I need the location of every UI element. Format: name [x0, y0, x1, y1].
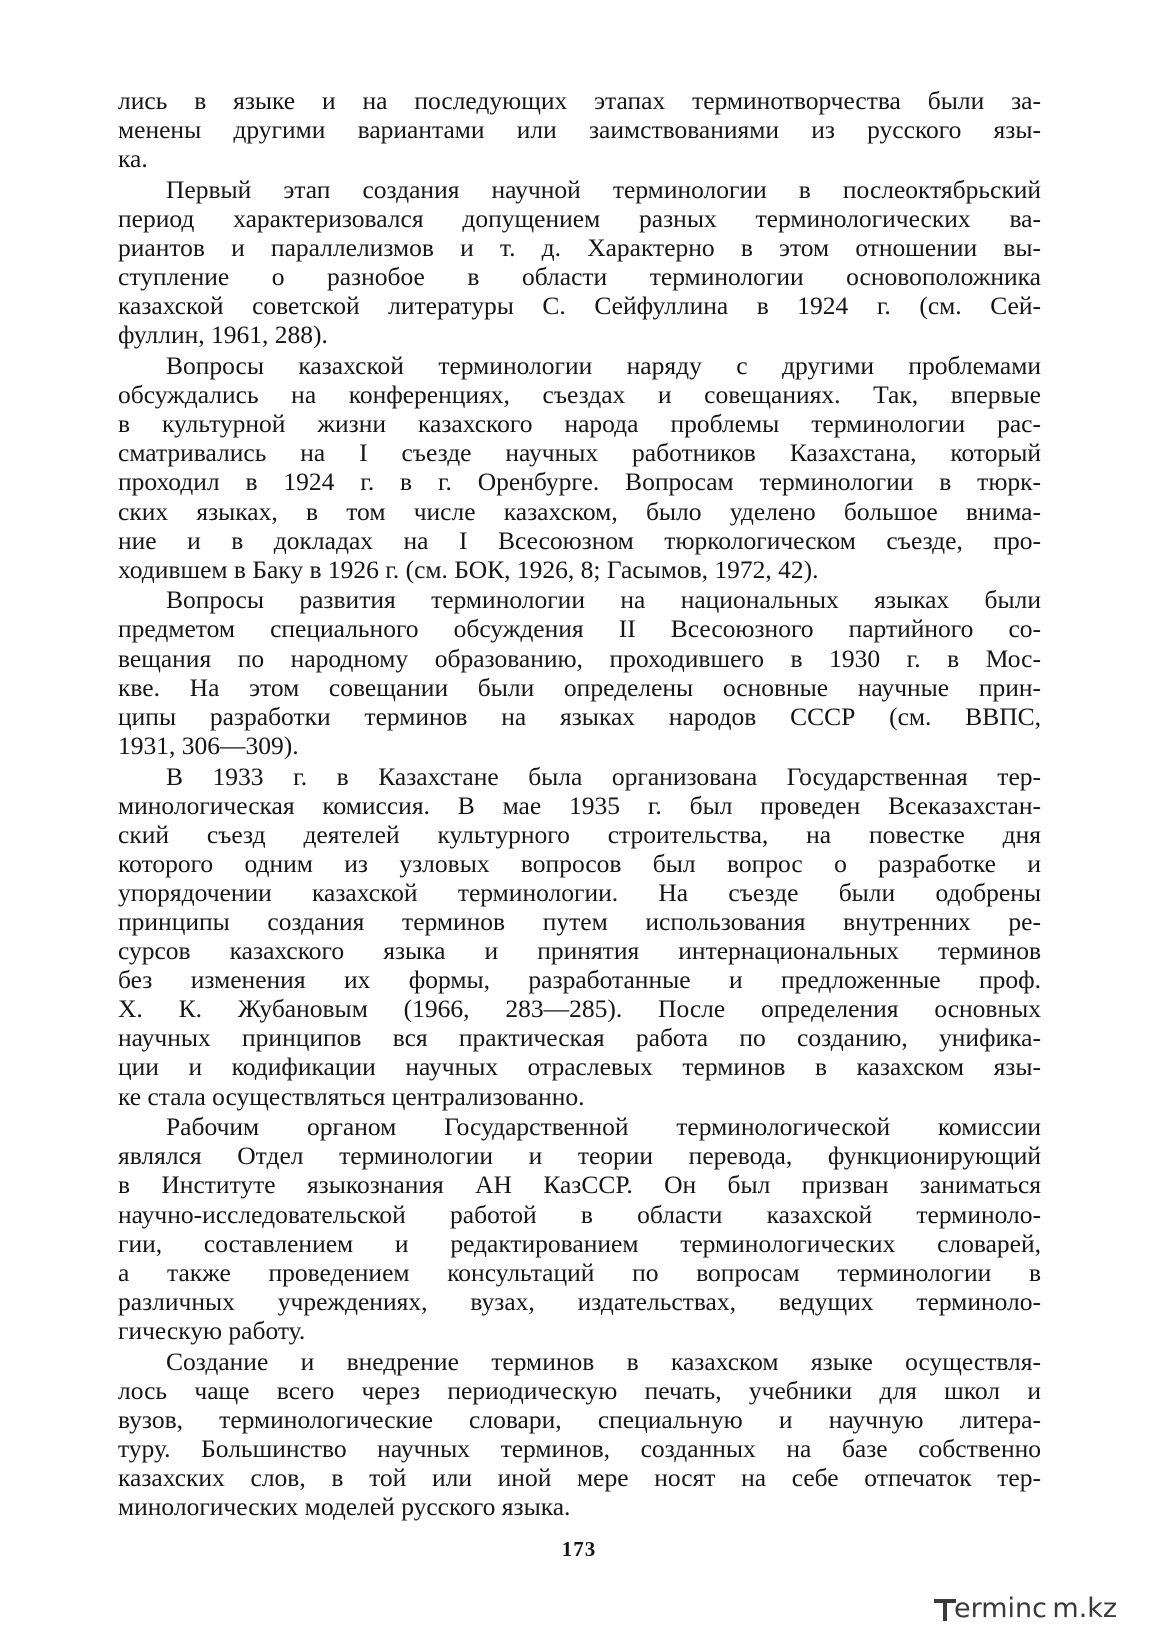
text-line: являлся Отдел терминологии и теории перевода, функционирующий [118, 1141, 1041, 1171]
paragraph [118, 1112, 1041, 1345]
text-line: лось чаще всего через периодическую печать, учебники для школ и [118, 1375, 1041, 1405]
text-line: ции и кодификации научных отраслевых терминов в казахском язы- [118, 1052, 1041, 1082]
text-line: ние и в докладах на I Всесоюзном тюркологическом съезде, про- [118, 525, 1041, 555]
text-line: фуллин, 1961, 288). [118, 320, 328, 350]
paragraph [118, 585, 1041, 760]
text-line: научных принципов вся практическая работа по созданию, унифика- [118, 1023, 1041, 1053]
text-line: лись в языке и на последующих этапах терминотворчества были за- [118, 86, 1041, 115]
text-line: менены другими вариантами или заимствованиями из русского язы- [118, 115, 1041, 145]
text-line: Первый этап создания научной терминологии в послеоктябрьский [166, 174, 1041, 204]
text-line: без изменения их формы, разработанные и предложенные проф. [118, 965, 1041, 995]
text-line: в Институте языкознания АН КазССР. Он был призван заниматься [118, 1170, 1041, 1200]
text-line: вузов, терминологические словари, специальную и научную литера- [118, 1404, 1041, 1434]
text-line: Вопросы развития терминологии на национальных языках были [166, 585, 1041, 615]
page-number: 173 [561, 1537, 597, 1561]
text-line: Х. К. Жубановым (1966, 283—285). После определения основных [118, 994, 1041, 1024]
text-line: различных учреждениях, вузах, издательствах, ведущих терминоло- [118, 1286, 1041, 1316]
text-line: ский съезд деятелей культурного строительства, на повестке дня [118, 819, 1041, 849]
text-line: ступление о разнобое в области терминологии основоположника [118, 262, 1041, 292]
watermark-text: erminc m.kz [954, 1593, 1118, 1624]
paragraph [118, 86, 1041, 173]
text-line: ка. [118, 144, 148, 174]
text-line: ходившем в Баку в 1926 г. (см. БОК, 1926, 8; Гасымов, 1972, 42). [118, 554, 819, 584]
text-line: гии, составлением и редактированием терминологических словарей, [118, 1228, 1041, 1258]
text-line: вещания по народному образованию, проходившего в 1930 г. в Мос- [118, 643, 1041, 673]
text-line: казахской советской литературы С. Сейфуллина в 1924 г. (см. Сей- [118, 291, 1041, 321]
text-line: упорядочении казахской терминологии. На съезде были одобрены [118, 877, 1041, 907]
text-line: Вопросы казахской терминологии наряду с другими проблемами [166, 351, 1041, 381]
text-line: ципы разработки терминов на языках народов СССР (см. ВВПС, [118, 701, 1041, 731]
text-line: научно-исследовательской работой в области казахской терминоло- [118, 1199, 1041, 1229]
body-text [118, 86, 1041, 1523]
text-line: которого одним из узловых вопросов был вопрос о разработке и [118, 848, 1041, 878]
text-line: туру. Большинство научных терминов, созданных на базе собственно [118, 1433, 1041, 1463]
text-line: принципы создания терминов путем использования внутренних ре- [118, 907, 1041, 936]
text-line: Создание и внедрение терминов в казахском языке осуществля- [166, 1346, 1041, 1376]
text-line: а также проведением консультаций по вопросам терминологии в [118, 1257, 1041, 1287]
text-line: кве. На этом совещании были определены основные научные прин- [118, 672, 1041, 702]
text-line: гическую работу. [118, 1315, 306, 1345]
text-line: сурсов казахского языка и принятия интернациональных терминов [118, 936, 1041, 966]
paragraph [118, 351, 1041, 584]
text-line: сматривались на I съезде научных работников Казахстана, который [118, 438, 1041, 468]
text-line: минологическая комиссия. В мае 1935 г. был проведен Всеказахстан- [118, 790, 1041, 820]
text-line: обсуждались на конференциях, съездах и совещаниях. Так, впервые [118, 380, 1041, 410]
text-line: в культурной жизни казахского народа проблемы терминологии рас- [118, 409, 1041, 439]
text-line: предметом специального обсуждения II Всесоюзного партийного со- [118, 614, 1041, 644]
watermark [938, 1592, 1150, 1630]
paragraph [118, 175, 1041, 350]
text-line: период характеризовался допущением разных терминологических ва- [118, 203, 1041, 233]
text-line: казахских слов, в той или иной мере носят на себе отпечаток тер- [118, 1462, 1041, 1492]
text-line: ских языках, в том числе казахском, было уделено большое внима- [118, 496, 1041, 526]
text-line: риантов и параллелизмов и т. д. Характерно в этом отношении вы- [118, 233, 1041, 263]
text-line: проходил в 1924 г. в г. Оренбурге. Вопросам терминологии в тюрк- [118, 467, 1041, 497]
text-line: 1931, 306—309). [118, 730, 299, 760]
paragraph [118, 762, 1041, 1111]
text-line: Рабочим органом Государственной терминологической комиссии [166, 1112, 1041, 1142]
text-line: В 1933 г. в Казахстане была организована Государственная тер- [166, 761, 1041, 791]
text-line: ке стала осуществляться централизованно. [118, 1081, 585, 1111]
paragraph [118, 1347, 1041, 1522]
text-line: минологических моделей русского языка. [118, 1492, 571, 1522]
